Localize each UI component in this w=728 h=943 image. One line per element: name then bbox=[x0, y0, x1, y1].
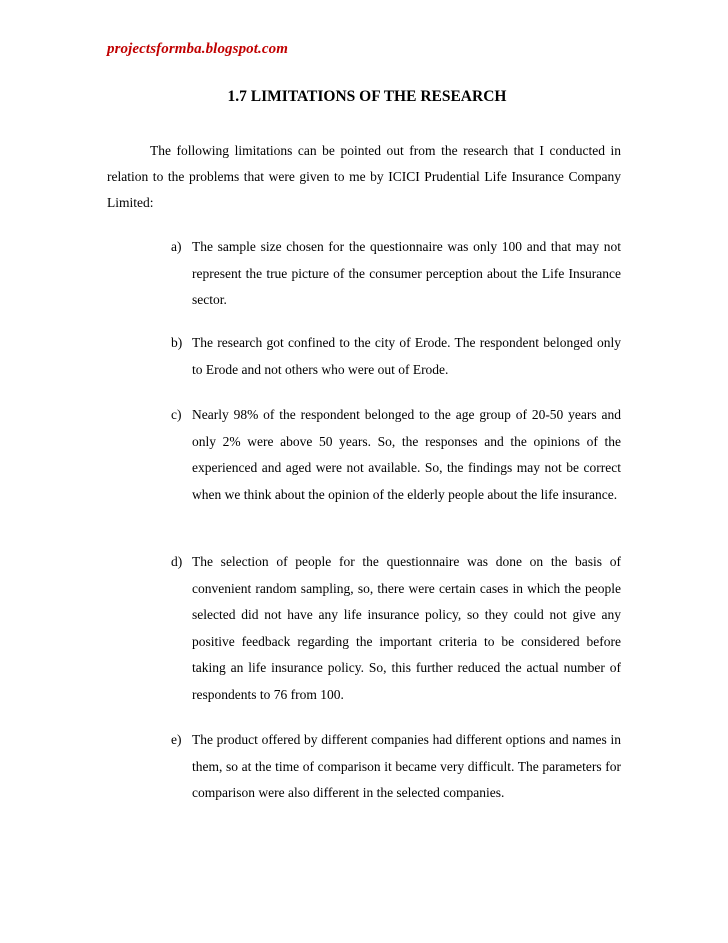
list-item-text: The product offered by different companies had different options and names in them, so at the time of comparison it became very difficult. The parameters for comparison were also different in the selected companies. bbox=[192, 732, 621, 800]
list-item bbox=[171, 549, 621, 708]
list-item bbox=[171, 402, 621, 508]
list-marker: e) bbox=[171, 732, 182, 747]
list-marker: c) bbox=[171, 407, 182, 422]
list-item bbox=[171, 727, 621, 807]
blog-url-header[interactable]: projectsformba.blogspot.com bbox=[107, 41, 289, 57]
list-marker: b) bbox=[171, 335, 183, 350]
list-marker: d) bbox=[171, 554, 183, 569]
list-item-text: The selection of people for the questionnaire was done on the basis of convenient random sampling, so, there were certain cases in which the people selected did not have any life insurance policy, so they could not give any positive feedback regarding the important criteria to be considered before taking an life insurance policy. So, this further reduced the actual number of respondents to 76 from 100. bbox=[192, 554, 621, 702]
intro-paragraph: The following limitations can be pointed out from the research that I conducted in relation to the problems that were given to me by ICICI Prudential Life Insurance Company Limited: bbox=[107, 143, 621, 210]
list-marker: a) bbox=[171, 239, 182, 254]
list-item bbox=[171, 330, 621, 383]
list-item-text: Nearly 98% of the respondent belonged to the age group of 20-50 years and only 2% were above 50 years. So, the responses and the opinions of the experienced and aged were not available. So, the findings may not be correct when we think about the opinion of the elderly people about the life insurance. bbox=[192, 407, 621, 502]
list-item-text: The research got confined to the city of Erode. The respondent belonged only to Erode and not others who were out of Erode. bbox=[192, 335, 621, 377]
section-title bbox=[0, 88, 728, 106]
list-item bbox=[171, 234, 621, 314]
section-title-text: 1.7 LIMITATIONS OF THE RESEARCH bbox=[227, 88, 507, 105]
list-item-text: The sample size chosen for the questionnaire was only 100 and that may not represent the true picture of the consumer perception about the Life Insurance sector. bbox=[192, 239, 621, 307]
